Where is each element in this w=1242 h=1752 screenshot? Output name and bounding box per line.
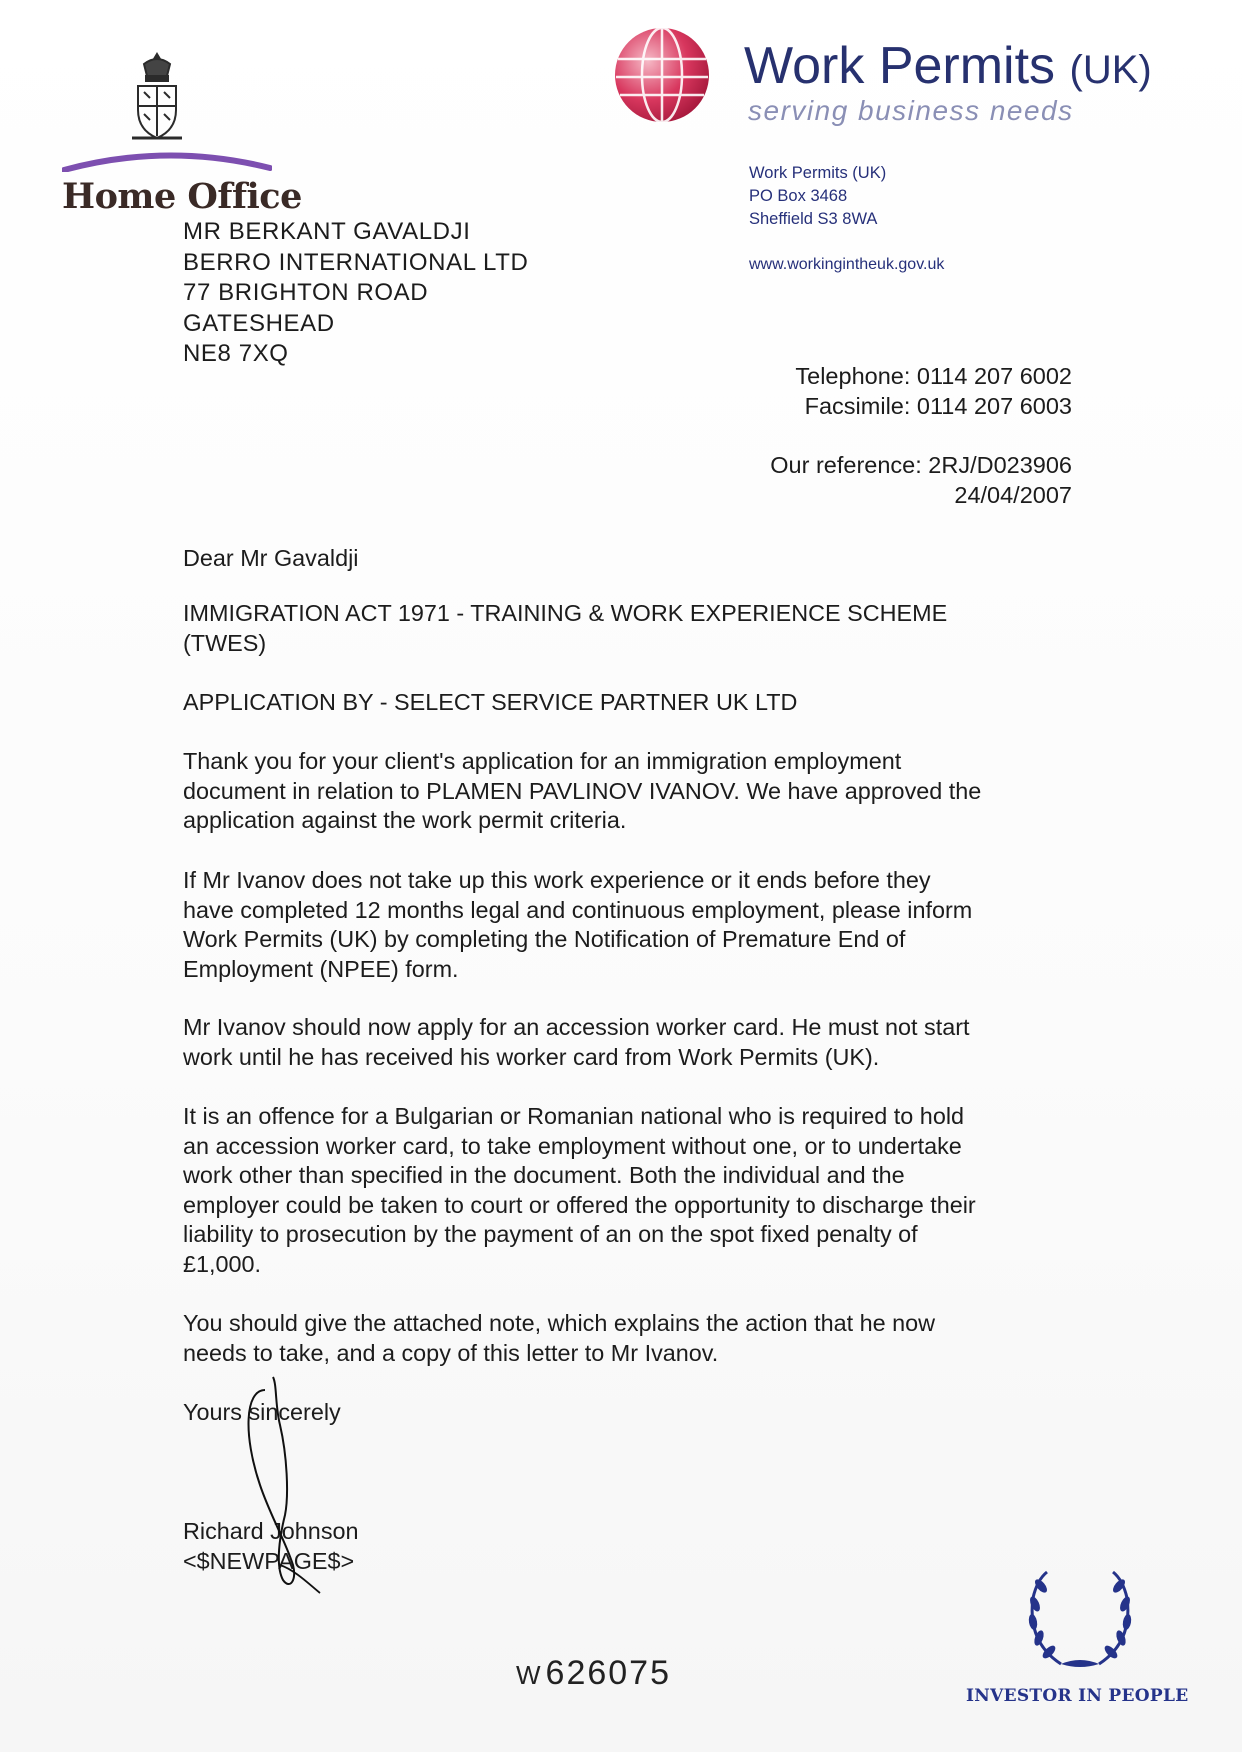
globe-icon [612,25,712,125]
paragraph-line: have completed 12 months legal and continuous employment, please inform [183,896,973,923]
paragraph-line: liability to prosecution by the payment of an on the spot fixed penalty of [183,1221,918,1247]
paragraph-line: You should give the attached note, which explains the action that he now [183,1310,936,1336]
serial-number [516,1654,671,1693]
reference-block [770,451,1072,510]
handwritten-signature [225,1365,385,1595]
paragraph [183,1309,1083,1368]
contact-block [795,362,1072,421]
wp-address-line: Sheffield S3 8WA [749,210,878,228]
paragraph-line: If Mr Ivanov does not take up this work experience or it ends before they [183,867,931,893]
wp-address-line: Work Permits (UK) [749,164,887,182]
work-permits-logo-text [744,36,1152,96]
paragraph-line: work other than specified in the document. Both the individual and the [183,1162,905,1188]
signatory-name: Richard Johnson [183,1518,359,1544]
royal-crest-icon [128,50,186,146]
home-office-logo-text: Home Office [62,176,302,217]
paragraph [183,866,1083,984]
paragraph-line: employer could be taken to court or offered the opportunity to discharge their [183,1191,976,1218]
wp-tagline: serving business needs [748,95,1074,126]
our-reference: Our reference: 2RJ/D023906 [770,452,1072,478]
wp-address-line: PO Box 3468 [749,187,848,205]
closing: Yours sincerely [183,1399,341,1425]
paragraph [183,747,1083,836]
addressee-line: MR BERKANT GAVALDJI [183,218,471,245]
facsimile: Facsimile: 0114 207 6003 [804,392,1072,419]
wp-brand: Work Permits [744,37,1056,95]
laurel-wreath-icon [1021,1564,1139,1672]
paragraph-line: application against the work permit criteria. [183,807,627,833]
home-office-arc [62,148,272,172]
investor-in-people-label: INVESTOR IN PEOPLE [966,1686,1189,1706]
subject [183,599,1083,658]
serial-prefix: W [516,1660,543,1690]
subject-line: (TWES) [183,629,267,656]
paragraph-line: document in relation to PLAMEN PAVLINOV IVANOV. We have approved the [183,777,982,804]
subject-line: IMMIGRATION ACT 1971 - TRAINING & WORK EXPERIENCE SCHEME [183,600,948,626]
paragraph [183,1102,1083,1279]
paragraph-line: Work Permits (UK) by completing the Notification of Premature End of [183,926,906,952]
paragraph-line: Mr Ivanov should now apply for an accession worker card. He must not start [183,1014,970,1040]
telephone: Telephone: 0114 207 6002 [795,363,1072,389]
wp-brand-suffix: (UK) [1069,48,1152,92]
wp-address [749,162,886,231]
addressee-line: 77 BRIGHTON ROAD [183,279,429,306]
page-marker: <$NEWPAGE$> [183,1547,355,1574]
letter-date: 24/04/2007 [954,481,1072,508]
paragraph [183,1013,1083,1072]
addressee-block [183,217,528,370]
paragraph-line: needs to take, and a copy of this letter to Mr Ivanov. [183,1339,719,1366]
paragraph-line: It is an offence for a Bulgarian or Romanian national who is required to hold [183,1103,965,1129]
addressee-line: NE8 7XQ [183,340,289,367]
serial-digits: 626075 [545,1654,672,1692]
addressee-line: GATESHEAD [183,309,335,337]
wp-website-link[interactable]: www.workingintheuk.gov.uk [749,256,945,273]
paragraph-line: Thank you for your client's application for an immigration employment [183,748,902,774]
paragraph-line: £1,000. [183,1250,262,1277]
addressee-line: BERRO INTERNATIONAL LTD [183,248,529,276]
paragraph-line: an accession worker card, to take employment without one, or to undertake [183,1132,962,1159]
paragraph-line: Employment (NPEE) form. [183,955,459,982]
paragraph-line: work until he has received his worker card from Work Permits (UK). [183,1043,880,1070]
application-by: APPLICATION BY - SELECT SERVICE PARTNER UK LTD [183,689,798,715]
salutation: Dear Mr Gavaldji [183,545,359,571]
